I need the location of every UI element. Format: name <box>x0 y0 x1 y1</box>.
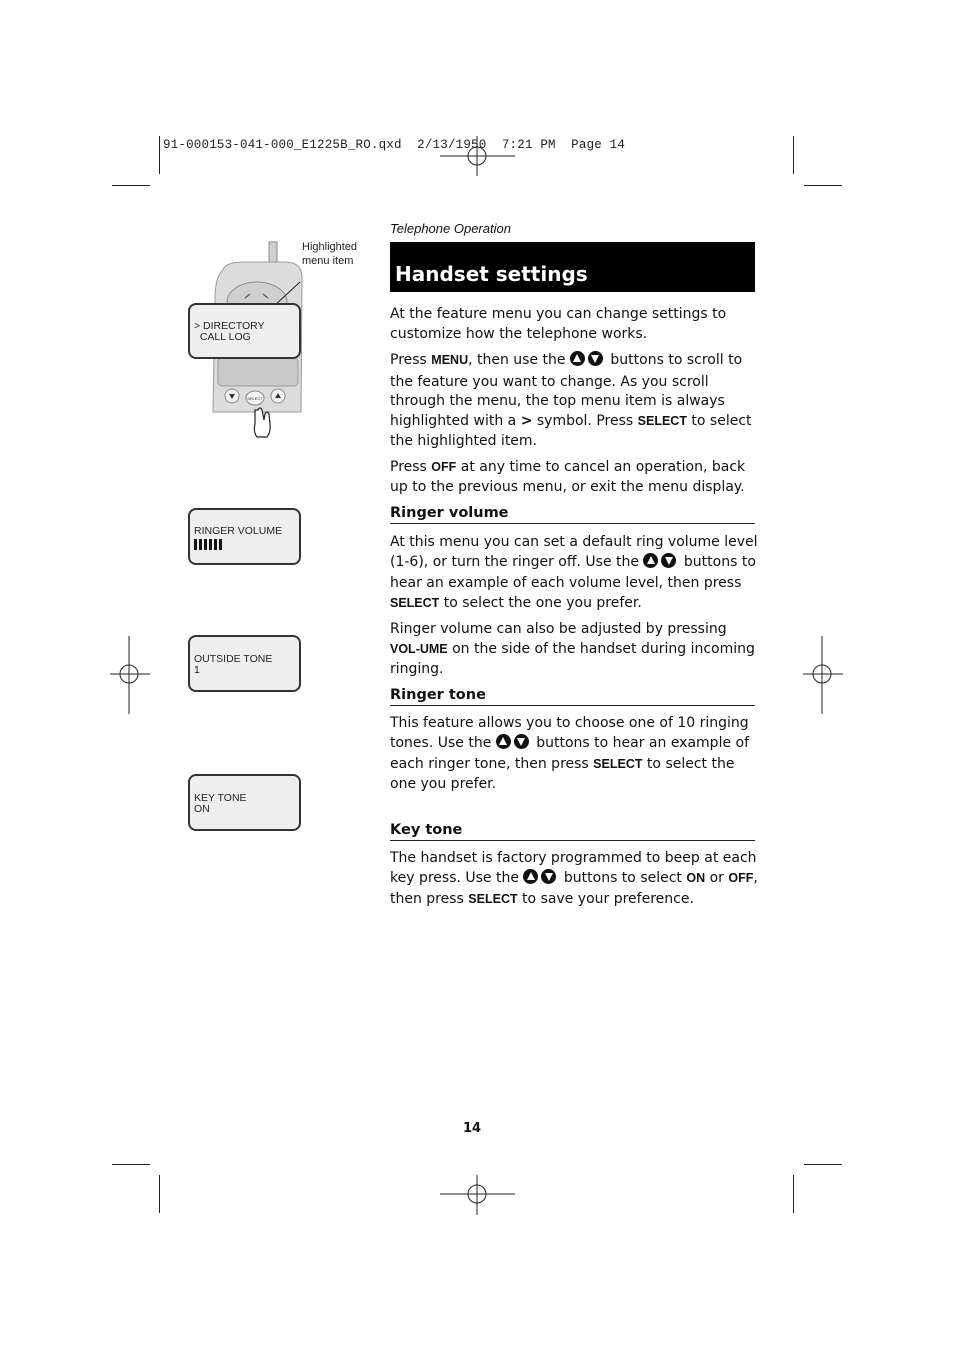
key-tone-text <box>390 849 758 910</box>
crop-mark <box>112 1164 150 1165</box>
off-key: OFF <box>431 460 457 475</box>
highlight-symbol: > <box>520 412 533 429</box>
intro-paragraph-3: Press OFF at any time to cancel an operation, back up to the previous menu, or exit the menu display. <box>390 459 746 495</box>
lcd-line-1: RINGER VOLUME <box>194 525 283 537</box>
up-down-arrows-icon <box>496 734 532 756</box>
highlighted-menu-callout <box>302 240 357 268</box>
off-key: OFF <box>728 870 754 885</box>
volume-bar <box>199 539 202 550</box>
ringer-volume-paragraph-1: At this menu you can set a default ring volume level (1-6), or turn the ringer off. Use the buttons to hear an example of each volume level, then press SELECT to select the one you prefer. <box>390 534 758 611</box>
ringer-tone-text <box>390 714 758 794</box>
menu-key: MENU <box>431 353 469 368</box>
callout-line-1: Highlighted <box>302 241 358 253</box>
crop-mark <box>804 1164 842 1165</box>
volume-bar <box>204 539 207 550</box>
lcd-line-1: OUTSIDE TONE <box>194 653 273 665</box>
lcd-menu-screen <box>188 303 301 359</box>
on-key: ON <box>686 870 706 885</box>
select-key: SELECT <box>390 595 440 610</box>
up-down-arrows-icon <box>570 351 606 373</box>
intro-paragraph-2: Press MENU, then use the buttons to scroll to the feature you want to change. As you scroll through the menu, the top menu item is always highlighted with a > symbol. Press SELECT to select the highlighted item. <box>390 352 752 449</box>
volume-level-bars <box>194 539 299 551</box>
volume-bar <box>214 539 217 550</box>
up-down-arrows-icon <box>643 553 679 575</box>
select-key: SELECT <box>637 413 687 428</box>
registration-mark-right-icon <box>803 636 843 714</box>
lcd-outside-tone-screen <box>188 635 301 692</box>
key-tone-heading: Key tone <box>390 822 755 841</box>
lcd-ringer-volume-screen <box>188 508 301 565</box>
file-slug-line: 91-000153-041-000_E1225B_RO.qxd 2/13/1950 7:21 PM Page 14 <box>163 138 626 152</box>
crop-mark <box>793 136 794 174</box>
ringer-tone-heading: Ringer tone <box>390 687 755 706</box>
page-number: 14 <box>463 1121 482 1136</box>
select-key: SELECT <box>468 892 518 907</box>
lcd-line-2: ON <box>194 803 210 815</box>
crop-mark <box>804 185 842 186</box>
crop-mark <box>159 1175 160 1213</box>
ringer-volume-text <box>390 533 758 679</box>
ringer-volume-paragraph-2: Ringer volume can also be adjusted by pressing VOL-UME on the side of the handset during incoming ringing. <box>390 621 755 677</box>
volume-bar <box>194 539 197 550</box>
crop-mark <box>793 1175 794 1213</box>
select-key: SELECT <box>593 757 643 772</box>
registration-mark-left-icon <box>110 636 150 714</box>
crop-mark <box>112 185 150 186</box>
volume-bar <box>219 539 222 550</box>
lcd-line-1: KEY TONE <box>194 792 247 804</box>
volume-bar <box>209 539 212 550</box>
lcd-key-tone-screen <box>188 774 301 831</box>
crop-mark <box>159 136 160 174</box>
ringer-volume-heading: Ringer volume <box>390 505 755 524</box>
ringer-tone-paragraph: This feature allows you to choose one of 10 ringing tones. Use the buttons to hear an example of each ringer tone, then press SELECT to select the one you prefer. <box>390 715 750 792</box>
callout-line-2: menu item <box>302 255 354 267</box>
intro-text <box>390 305 758 497</box>
up-down-arrows-icon <box>523 869 559 891</box>
section-label: Telephone Operation <box>390 221 511 236</box>
registration-mark-bottom-icon <box>440 1175 515 1215</box>
volume-key: VOL-UME <box>390 641 448 656</box>
lcd-line-2: 1 <box>194 664 200 676</box>
lcd-line-1: > DIRECTORY <box>194 320 265 332</box>
key-tone-paragraph: The handset is factory programmed to beep at each key press. Use the buttons to select ON or OFF, then press SELECT to save your preference. <box>390 850 758 908</box>
page-title: Handset settings <box>395 262 588 286</box>
title-bar <box>390 242 755 292</box>
select-button-label: SELECT <box>247 396 263 401</box>
lcd-line-2: CALL LOG <box>194 331 251 343</box>
intro-paragraph-1: At the feature menu you can change settings to customize how the telephone works. <box>390 306 727 342</box>
